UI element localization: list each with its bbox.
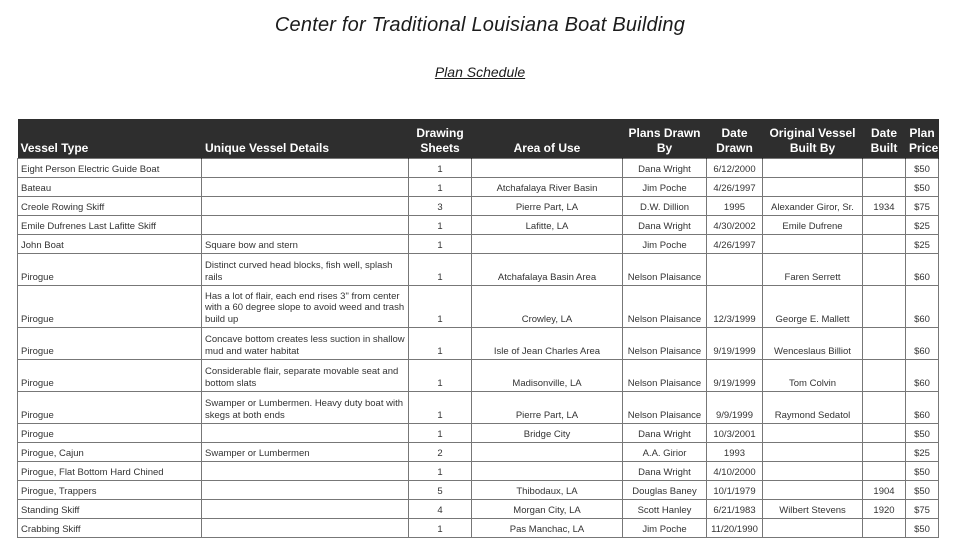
cell-plan-price: $75	[906, 500, 939, 519]
table-row	[18, 159, 939, 178]
cell-built-by	[763, 481, 863, 500]
cell-plan-price: $25	[906, 216, 939, 235]
cell-drawing-sheets: 3	[409, 197, 472, 216]
table-row	[18, 500, 939, 519]
cell-plans-drawn-by: Nelson Plaisance	[623, 360, 707, 392]
cell-date-drawn: 9/9/1999	[707, 392, 763, 424]
cell-details: Square bow and stern	[202, 235, 409, 254]
cell-date-drawn: 6/12/2000	[707, 159, 763, 178]
cell-plans-drawn-by: D.W. Dillion	[623, 197, 707, 216]
cell-details	[202, 197, 409, 216]
cell-vessel-type: Pirogue, Trappers	[18, 481, 202, 500]
cell-drawing-sheets: 5	[409, 481, 472, 500]
cell-built-by: Wilbert Stevens	[763, 500, 863, 519]
cell-drawing-sheets: 1	[409, 235, 472, 254]
cell-plan-price: $60	[906, 360, 939, 392]
cell-area-of-use	[472, 443, 623, 462]
cell-drawing-sheets: 1	[409, 519, 472, 538]
cell-drawing-sheets: 2	[409, 443, 472, 462]
table-row	[18, 519, 939, 538]
cell-details	[202, 462, 409, 481]
cell-date-drawn: 4/10/2000	[707, 462, 763, 481]
cell-drawing-sheets: 1	[409, 392, 472, 424]
cell-drawing-sheets: 1	[409, 216, 472, 235]
cell-built-by: Raymond Sedatol	[763, 392, 863, 424]
cell-date-built: 1904	[863, 481, 906, 500]
cell-area-of-use: Madisonville, LA	[472, 360, 623, 392]
cell-date-built	[863, 216, 906, 235]
cell-details: Considerable flair, separate movable seat and bottom slats	[202, 360, 409, 392]
cell-plan-price: $50	[906, 178, 939, 197]
cell-plans-drawn-by: Dana Wright	[623, 159, 707, 178]
header-area-of-use: Area of Use	[472, 119, 623, 159]
cell-details: Concave bottom creates less suction in shallow mud and water habitat	[202, 328, 409, 360]
header-built-by: Original Vessel Built By	[763, 119, 863, 159]
table-row	[18, 360, 939, 392]
cell-details: Has a lot of flair, each end rises 3" from center with a 60 degree slope to avoid weed and trash build up	[202, 286, 409, 328]
cell-built-by	[763, 159, 863, 178]
cell-date-built	[863, 235, 906, 254]
cell-details	[202, 216, 409, 235]
cell-vessel-type: Emile Dufrenes Last Lafitte Skiff	[18, 216, 202, 235]
cell-date-drawn: 1995	[707, 197, 763, 216]
cell-drawing-sheets: 1	[409, 424, 472, 443]
cell-vessel-type: Pirogue	[18, 360, 202, 392]
table-row	[18, 462, 939, 481]
header-date-drawn: Date Drawn	[707, 119, 763, 159]
cell-area-of-use: Pierre Part, LA	[472, 197, 623, 216]
cell-date-drawn: 4/26/1997	[707, 235, 763, 254]
cell-area-of-use: Bridge City	[472, 424, 623, 443]
table-body	[18, 159, 939, 538]
cell-vessel-type: Pirogue, Cajun	[18, 443, 202, 462]
cell-plan-price: $50	[906, 481, 939, 500]
cell-drawing-sheets: 1	[409, 178, 472, 197]
cell-details	[202, 424, 409, 443]
cell-built-by: Wenceslaus Billiot	[763, 328, 863, 360]
cell-drawing-sheets: 4	[409, 500, 472, 519]
cell-date-built	[863, 424, 906, 443]
cell-built-by	[763, 462, 863, 481]
cell-vessel-type: Eight Person Electric Guide Boat	[18, 159, 202, 178]
cell-drawing-sheets: 1	[409, 159, 472, 178]
cell-plans-drawn-by: Douglas Baney	[623, 481, 707, 500]
cell-date-drawn: 12/3/1999	[707, 286, 763, 328]
cell-drawing-sheets: 1	[409, 328, 472, 360]
cell-area-of-use: Atchafalaya River Basin	[472, 178, 623, 197]
cell-area-of-use: Crowley, LA	[472, 286, 623, 328]
table-row	[18, 481, 939, 500]
cell-details	[202, 519, 409, 538]
table-row	[18, 197, 939, 216]
table-row	[18, 178, 939, 197]
cell-plan-price: $75	[906, 197, 939, 216]
table-row	[18, 443, 939, 462]
cell-date-built	[863, 254, 906, 286]
table-row	[18, 328, 939, 360]
cell-date-built	[863, 443, 906, 462]
cell-area-of-use: Isle of Jean Charles Area	[472, 328, 623, 360]
cell-vessel-type: Pirogue, Flat Bottom Hard Chined	[18, 462, 202, 481]
plan-schedule-table	[17, 119, 939, 538]
cell-date-built	[863, 462, 906, 481]
cell-date-drawn: 10/1/1979	[707, 481, 763, 500]
cell-date-drawn: 1993	[707, 443, 763, 462]
cell-plans-drawn-by: Dana Wright	[623, 216, 707, 235]
table-header-row	[18, 119, 939, 159]
cell-plans-drawn-by: Nelson Plaisance	[623, 392, 707, 424]
table-row	[18, 286, 939, 328]
cell-area-of-use	[472, 235, 623, 254]
cell-plan-price: $60	[906, 286, 939, 328]
cell-date-drawn: 11/20/1990	[707, 519, 763, 538]
cell-plans-drawn-by: Scott Hanley	[623, 500, 707, 519]
cell-drawing-sheets: 1	[409, 462, 472, 481]
cell-date-drawn: 10/3/2001	[707, 424, 763, 443]
cell-vessel-type: Pirogue	[18, 424, 202, 443]
cell-plans-drawn-by: Jim Poche	[623, 178, 707, 197]
header-drawing-sheets: Drawing Sheets	[409, 119, 472, 159]
cell-area-of-use: Morgan City, LA	[472, 500, 623, 519]
header-vessel-type: Vessel Type	[18, 119, 202, 159]
cell-plan-price: $50	[906, 424, 939, 443]
cell-date-drawn	[707, 254, 763, 286]
document-subtitle: Plan Schedule	[434, 64, 526, 80]
cell-area-of-use	[472, 159, 623, 178]
cell-details	[202, 159, 409, 178]
cell-plan-price: $25	[906, 443, 939, 462]
cell-plan-price: $50	[906, 519, 939, 538]
cell-details: Distinct curved head blocks, fish well, splash rails	[202, 254, 409, 286]
cell-date-built	[863, 159, 906, 178]
cell-plans-drawn-by: A.A. Girior	[623, 443, 707, 462]
cell-date-built	[863, 392, 906, 424]
cell-details: Swamper or Lumbermen. Heavy duty boat with skegs at both ends	[202, 392, 409, 424]
cell-built-by: Emile Dufrene	[763, 216, 863, 235]
cell-date-built	[863, 328, 906, 360]
cell-vessel-type: Pirogue	[18, 328, 202, 360]
cell-details	[202, 178, 409, 197]
cell-date-drawn: 6/21/1983	[707, 500, 763, 519]
cell-date-built: 1920	[863, 500, 906, 519]
cell-vessel-type: Pirogue	[18, 286, 202, 328]
cell-built-by	[763, 443, 863, 462]
cell-area-of-use: Pas Manchac, LA	[472, 519, 623, 538]
cell-drawing-sheets: 1	[409, 254, 472, 286]
cell-area-of-use: Pierre Part, LA	[472, 392, 623, 424]
cell-details	[202, 481, 409, 500]
cell-date-drawn: 4/26/1997	[707, 178, 763, 197]
cell-plans-drawn-by: Jim Poche	[623, 519, 707, 538]
cell-drawing-sheets: 1	[409, 286, 472, 328]
cell-area-of-use: Atchafalaya Basin Area	[472, 254, 623, 286]
cell-plan-price: $50	[906, 159, 939, 178]
cell-plan-price: $60	[906, 392, 939, 424]
cell-plan-price: $60	[906, 254, 939, 286]
cell-built-by	[763, 235, 863, 254]
cell-vessel-type: Crabbing Skiff	[18, 519, 202, 538]
cell-plans-drawn-by: Nelson Plaisance	[623, 328, 707, 360]
cell-built-by	[763, 519, 863, 538]
table-row	[18, 254, 939, 286]
cell-plans-drawn-by: Nelson Plaisance	[623, 254, 707, 286]
table-row	[18, 235, 939, 254]
cell-details: Swamper or Lumbermen	[202, 443, 409, 462]
header-date-built: Date Built	[863, 119, 906, 159]
cell-date-drawn: 4/30/2002	[707, 216, 763, 235]
cell-plans-drawn-by: Dana Wright	[623, 424, 707, 443]
cell-plans-drawn-by: Jim Poche	[623, 235, 707, 254]
cell-area-of-use: Thibodaux, LA	[472, 481, 623, 500]
header-details: Unique Vessel Details	[202, 119, 409, 159]
cell-date-built	[863, 178, 906, 197]
cell-vessel-type: Pirogue	[18, 392, 202, 424]
cell-vessel-type: Pirogue	[18, 254, 202, 286]
header-plan-price: Plan Price	[906, 119, 939, 159]
cell-plans-drawn-by: Dana Wright	[623, 462, 707, 481]
cell-drawing-sheets: 1	[409, 360, 472, 392]
cell-details	[202, 500, 409, 519]
cell-date-drawn: 9/19/1999	[707, 328, 763, 360]
header-plans-drawn-by: Plans Drawn By	[623, 119, 707, 159]
cell-date-built	[863, 360, 906, 392]
cell-built-by	[763, 178, 863, 197]
document-title: Center for Traditional Louisiana Boat Building	[274, 14, 686, 36]
cell-date-drawn: 9/19/1999	[707, 360, 763, 392]
cell-plan-price: $25	[906, 235, 939, 254]
cell-built-by: Tom Colvin	[763, 360, 863, 392]
cell-plan-price: $50	[906, 462, 939, 481]
cell-area-of-use	[472, 462, 623, 481]
cell-vessel-type: John Boat	[18, 235, 202, 254]
cell-date-built: 1934	[863, 197, 906, 216]
cell-built-by: George E. Mallett	[763, 286, 863, 328]
cell-built-by	[763, 424, 863, 443]
table-row	[18, 392, 939, 424]
table-row	[18, 424, 939, 443]
cell-vessel-type: Bateau	[18, 178, 202, 197]
cell-vessel-type: Creole Rowing Skiff	[18, 197, 202, 216]
cell-vessel-type: Standing Skiff	[18, 500, 202, 519]
cell-built-by: Faren Serrett	[763, 254, 863, 286]
cell-date-built	[863, 286, 906, 328]
cell-plan-price: $60	[906, 328, 939, 360]
cell-plans-drawn-by: Nelson Plaisance	[623, 286, 707, 328]
cell-built-by: Alexander Giror, Sr.	[763, 197, 863, 216]
cell-area-of-use: Lafitte, LA	[472, 216, 623, 235]
cell-date-built	[863, 519, 906, 538]
table-row	[18, 216, 939, 235]
